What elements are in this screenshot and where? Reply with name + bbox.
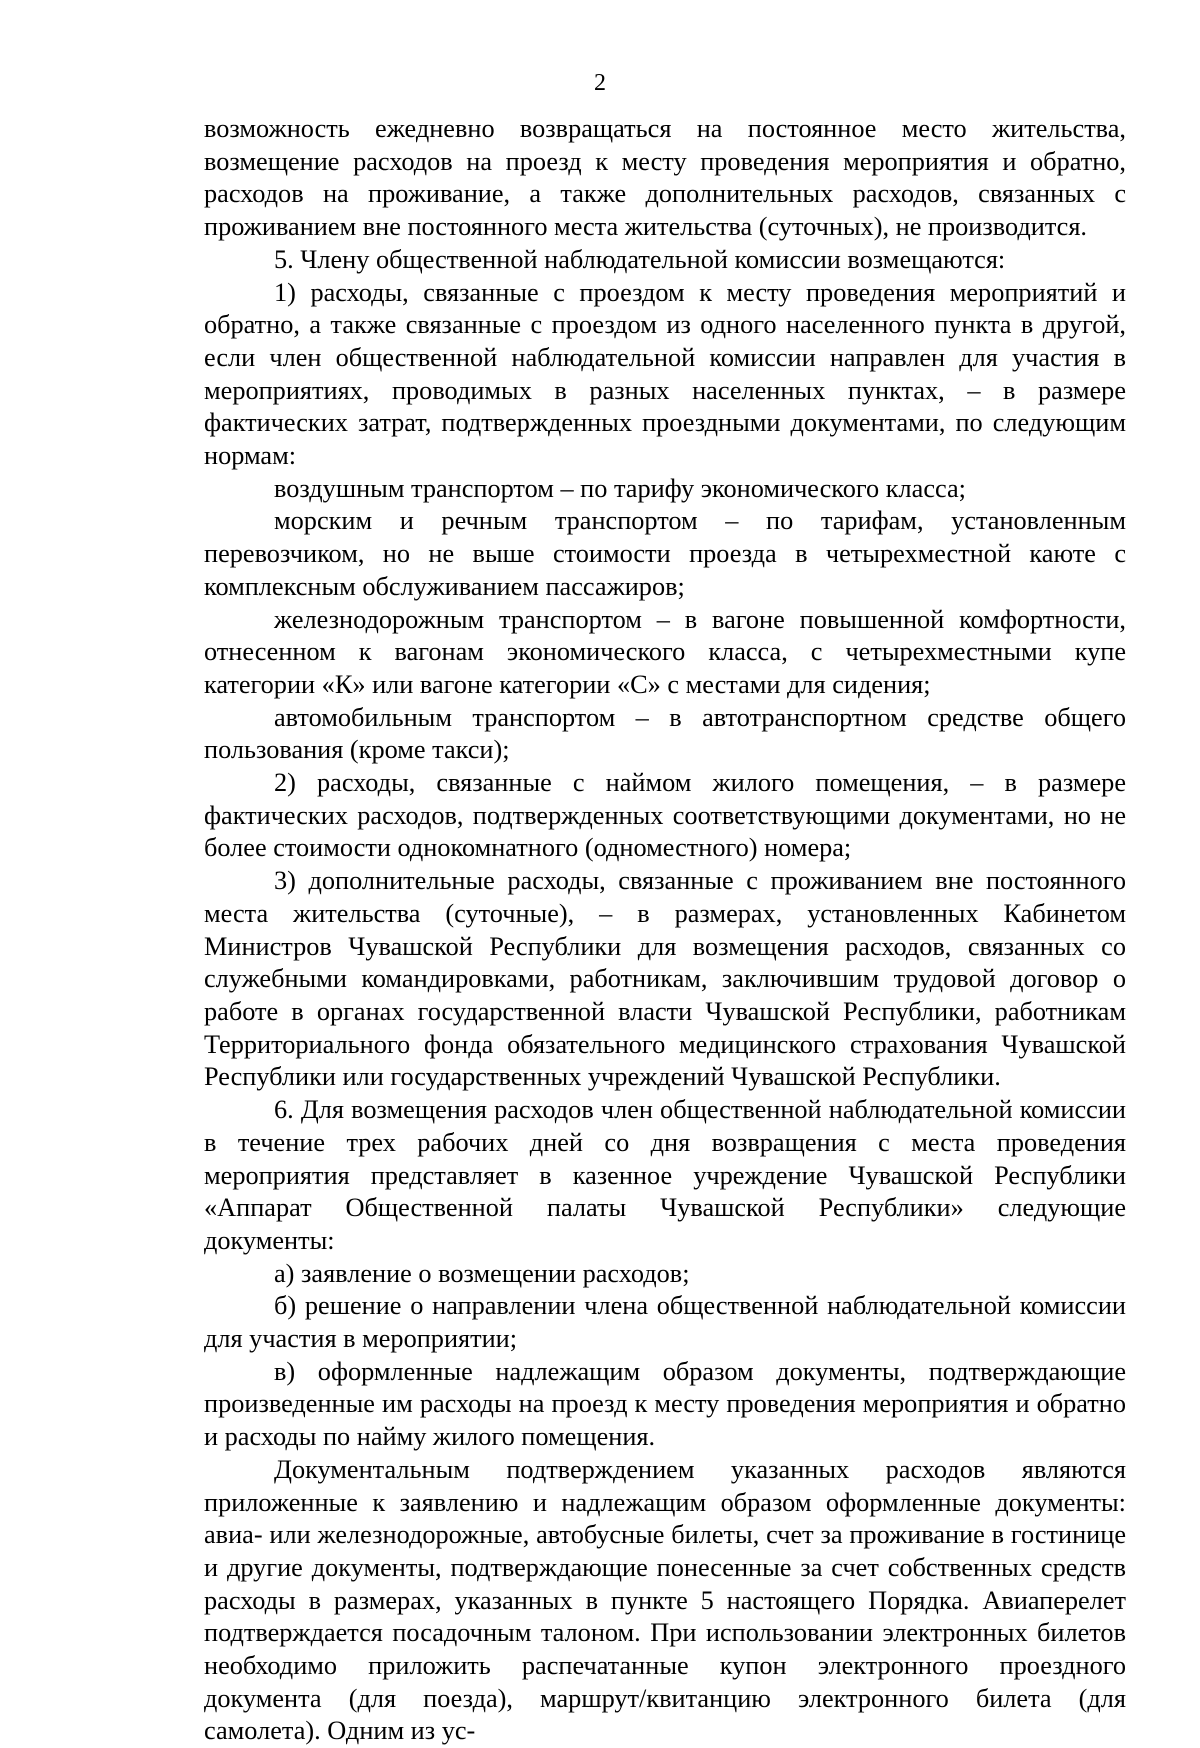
paragraph-item-6-b: б) решение о направлении члена общественной наблюдательной комиссии для участия в мероприятии;	[204, 1291, 1126, 1354]
page-number: 2	[594, 70, 606, 96]
paragraph-item-5-3: 3) дополнительные расходы, связанные с проживанием вне постоянного места жительства (суточные), – в размерах, установленных Кабинетом Министров Чувашской Республики для возмещения расходов, связанных со служебными командировками, работникам, заключившим трудовой договор о работе в органах государственной власти Чувашской Республики, работникам Территориального фонда обязательного медицинского страхования Чувашской Республики или государственных учреждений Чувашской Республики.	[204, 866, 1126, 1092]
paragraph-item-6-a: а) заявление о возмещении расходов;	[274, 1258, 690, 1288]
paragraph-item-5-1: 1) расходы, связанные с проездом к месту проведения мероприятий и обратно, а также связанные с проездом из одного населенного пункта в другой, если член общественной наблюдательной комиссии направлен для участия в мероприятиях, проводимых в разных населенных пунктах, – в размере фактических затрат, подтвержденных проездными документами, по следующим нормам:	[204, 277, 1126, 471]
paragraph-item-5: 5. Члену общественной наблюдательной комиссии возмещаются:	[274, 244, 1006, 274]
paragraph-continuation: возможность ежедневно возвращаться на постоянное место жительства, возмещение расходов на проезд к месту проведения мероприятия и обратно, расходов на проживание, а также дополнительных расходов, связанных с проживанием вне постоянного места жительства (суточных), не производится.	[204, 114, 1126, 242]
paragraph-item-6: 6. Для возмещения расходов член общественной наблюдательной комиссии в течение трех рабочих дней со дня возвращения с места проведения мероприятия представляет в казенное учреждение Чувашской Республики «Аппарат Общественной палаты Чувашской Республики» следующие документы:	[204, 1095, 1126, 1255]
paragraph-item-6-c: в) оформленные надлежащим образом документы, подтверждающие произведенные им расходы на проезд к месту проведения мероприятия и обратно и расходы по найму жилого помещения.	[204, 1356, 1126, 1452]
paragraph-air-transport: воздушным транспортом – по тарифу экономического класса;	[274, 473, 966, 503]
paragraph-road-transport: автомобильным транспортом – в автотранспортном средстве общего пользования (кроме такси);	[204, 702, 1126, 765]
paragraph-documentary-proof: Документальным подтверждением указанных расходов являются приложенные к заявлению и надлежащим образом оформленные документы: авиа- или железнодорожные, автобусные билеты, счет за проживание в гостинице и другие документы, подтверждающие понесенные за счет собственных средств расходы в размерах, указанных в пункте 5 настоящего Порядка. Авиаперелет подтверждается посадочным талоном. При использовании электронных билетов необходимо приложить распечатанные купон электронного проездного документа (для поезда), маршрут/квитанцию электронного билета (для самолета). Одним из ус-	[204, 1454, 1126, 1746]
document-body	[204, 113, 1126, 1748]
paragraph-rail-transport: железнодорожным транспортом – в вагоне повышенной комфортности, отнесенном к вагонам экономического класса, с четырехместными купе категории «К» или вагоне категории «С» с местами для сидения;	[204, 604, 1126, 699]
paragraph-sea-river-transport: морским и речным транспортом – по тарифам, установленным перевозчиком, но не выше стоимости проезда в четырехместной каюте с комплексным обслуживанием пассажиров;	[204, 506, 1126, 601]
paragraph-item-5-2: 2) расходы, связанные с наймом жилого помещения, – в размере фактических расходов, подтвержденных соответствующими документами, но не более стоимости однокомнатного (одноместного) номера;	[204, 768, 1126, 863]
